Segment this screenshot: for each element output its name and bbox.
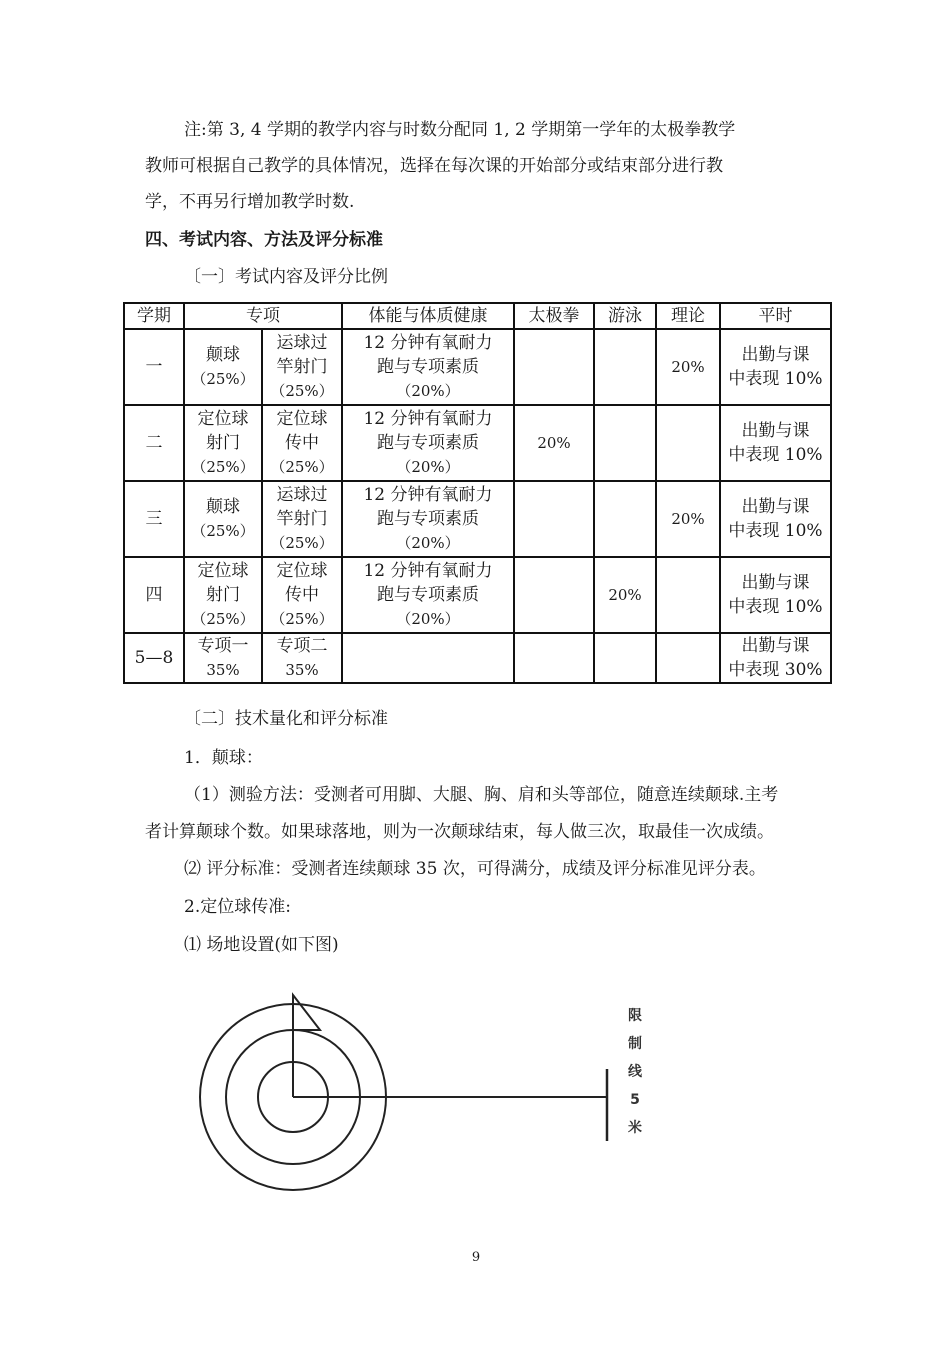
cell-specialty-2: 运球过 竿射门 （25%）: [262, 329, 342, 405]
cell-specialty-1: 定位球 射门 （25%）: [184, 557, 262, 633]
cell-usual: 出勤与课 中表现 10%: [720, 481, 831, 557]
method-line-2: 者计算颠球个数。如果球落地，则为一次颠球结束，每人做三次，取最佳一次成绩。: [145, 822, 774, 842]
subsection-1-heading: 〔一〕考试内容及评分比例: [184, 267, 388, 287]
item-1-title: 1．颠球：: [184, 748, 263, 768]
header-term: 学期: [124, 303, 184, 329]
table-row: [124, 329, 831, 405]
note-line-1: 注:第 3, 4 学期的教学内容与时数分配同 1, 2 学期第一学年的太极拳教学: [184, 120, 736, 140]
cell-term: 三: [124, 481, 184, 557]
table-row: [124, 633, 831, 683]
limit-label-char: 米: [628, 1120, 642, 1136]
score-ratio-table: [123, 302, 832, 684]
cell-swimming: [594, 481, 656, 557]
table-row: [124, 405, 831, 481]
cell-specialty-2: 定位球 传中 （25%）: [262, 405, 342, 481]
field-setup-line: ⑴ 场地设置(如下图): [184, 935, 339, 955]
target-field-diagram: [190, 985, 670, 1205]
cell-theory: 20%: [656, 329, 720, 405]
cell-fitness: 12 分钟有氧耐力 跑与专项素质 （20%）: [342, 329, 514, 405]
cell-fitness: 12 分钟有氧耐力 跑与专项素质 （20%）: [342, 481, 514, 557]
cell-taiji: [514, 329, 594, 405]
note-line-3: 学，不再另行增加教学时数.: [145, 192, 355, 212]
header-taiji: 太极拳: [514, 303, 594, 329]
table-row: [124, 557, 831, 633]
cell-specialty-2: 定位球 传中 （25%）: [262, 557, 342, 633]
cell-term: 四: [124, 557, 184, 633]
cell-swimming: 20%: [594, 557, 656, 633]
cell-specialty-2: 运球过 竿射门 （25%）: [262, 481, 342, 557]
cell-taiji: [514, 633, 594, 683]
cell-usual: 出勤与课 中表现 10%: [720, 557, 831, 633]
cell-usual: 出勤与课 中表现 10%: [720, 329, 831, 405]
header-usual: 平时: [720, 303, 831, 329]
subsection-2-heading: 〔二〕技术量化和评分标准: [184, 709, 388, 729]
cell-taiji: 20%: [514, 405, 594, 481]
cell-usual: 出勤与课 中表现 30%: [720, 633, 831, 683]
table-row: [124, 481, 831, 557]
cell-theory: [656, 633, 720, 683]
cell-fitness: 12 分钟有氧耐力 跑与专项素质 （20%）: [342, 557, 514, 633]
cell-term: 一: [124, 329, 184, 405]
cell-taiji: [514, 557, 594, 633]
cell-term: 二: [124, 405, 184, 481]
header-specialty: 专项: [184, 303, 342, 329]
limit-label-char: 线: [628, 1064, 642, 1080]
cell-fitness: [342, 633, 514, 683]
cell-taiji: [514, 481, 594, 557]
limit-label-char: 制: [628, 1036, 642, 1052]
cell-specialty-1: 颠球 （25%）: [184, 329, 262, 405]
cell-theory: [656, 557, 720, 633]
cell-swimming: [594, 405, 656, 481]
header-fitness: 体能与体质健康: [342, 303, 514, 329]
cell-usual: 出勤与课 中表现 10%: [720, 405, 831, 481]
cell-swimming: [594, 633, 656, 683]
note-line-2: 教师可根据自己教学的具体情况，选择在每次课的开始部分或结束部分进行教: [145, 156, 723, 176]
cell-specialty-1: 定位球 射门 （25%）: [184, 405, 262, 481]
cell-specialty-1: 专项一 35%: [184, 633, 262, 683]
method-line-1: （1）测验方法：受测者可用脚、大腿、胸、肩和头等部位，随意连续颠球.主考: [184, 785, 779, 805]
scoring-standard-line: ⑵ 评分标准：受测者连续颠球 35 次，可得满分，成绩及评分标准见评分表。: [184, 859, 766, 879]
header-swimming: 游泳: [594, 303, 656, 329]
cell-specialty-2: 专项二 35%: [262, 633, 342, 683]
cell-swimming: [594, 329, 656, 405]
cell-term: 5—8: [124, 633, 184, 683]
cell-fitness: 12 分钟有氧耐力 跑与专项素质 （20%）: [342, 405, 514, 481]
flag-icon: [293, 995, 320, 1030]
header-theory: 理论: [656, 303, 720, 329]
table-header-row: [124, 303, 831, 329]
item-2-title: 2.定位球传准:: [184, 897, 291, 917]
cell-theory: [656, 405, 720, 481]
cell-theory: 20%: [656, 481, 720, 557]
cell-specialty-1: 颠球 （25%）: [184, 481, 262, 557]
limit-label-char: 5: [630, 1092, 640, 1108]
limit-label-char: 限: [628, 1008, 642, 1024]
section-heading: 四、考试内容、方法及评分标准: [145, 230, 383, 250]
page-number: 9: [471, 1250, 481, 1265]
